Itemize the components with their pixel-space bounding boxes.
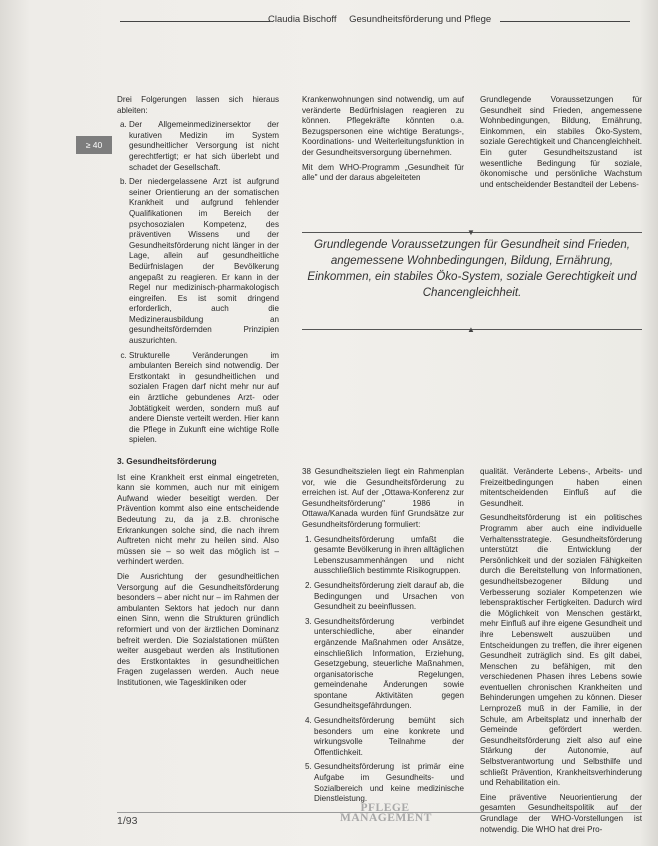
column-2-top bbox=[302, 95, 464, 188]
list-item: 4. Gesundheitsförderung bemüht sich besonders um eine konkrete und wirkungsvolle Teilnahme der Öffentlichkeit. bbox=[314, 716, 464, 758]
paragraph: qualität. Veränderte Lebens-, Arbeits- und Freizeitbedingungen haben einen mitentscheidenden Einfluß auf die Gesundheit. bbox=[480, 467, 642, 508]
header-rule bbox=[500, 21, 630, 22]
running-head-author: Claudia Bischoff bbox=[268, 14, 337, 25]
paragraph: 38 Gesundheitszielen liegt ein Rahmenplan vor, wie die Gesundheitsförderung zu erreichen ist. Auf der „Ottawa-Konferenz zur Gesundheitsförderung" 1986 in Ottawa/Kanada wurden fünf Grundsätze zur Gesundheitsförderung formuliert: bbox=[302, 467, 464, 529]
list-item: 2. Gesundheitsförderung zielt darauf ab, die Bedingungen und Ursachen von Gesundheit zu beeinflussen. bbox=[314, 581, 464, 613]
paragraph: Die Ausrichtung der gesundheitlichen Versorgung auf die Gesundheitsförderung besonders – aber nicht nur – im Rahmen der ambulanten Sektors hat jedoch nur dann einen Sinn, wenn die Strukturen gründlich reformiert und von der ärztlichen Dominanz befreit werden. Die Sozialstationen müßten weiter ausgebaut werden als Institutionen des Erstkontaktes in gesundheitlichen Fragen zugelassen werden. Auch neue Institutionen, wie Tageskliniken oder bbox=[117, 571, 279, 687]
page-tab-marker: ≥ 40 bbox=[76, 136, 112, 154]
header-rule bbox=[120, 21, 270, 22]
paragraph: Gesundheitsförderung ist ein politisches Programm aber auch eine individuelle Verhaltensstrategie. Gesundheitsförderung unterstützt die Entwicklung der Persönlichkeit und der sozialen Fähigkeiten durch die Bereitstellung von Informationen, gesundheitsbezogener Bildung und Verbesserung sozialer Kompetenzen wie lebenspraktischer Fertigkeiten. Dadurch wird die Möglichkeit von Menschen gestärkt, mehr Einfluß auf ihre eigene Gesundheit und ihre Lebenswelt auszuüben und Entscheidungen zu treffen, die ihrer eigenen Gesundheit zuträglich sind. Es gilt dabei, Menschen zu befähigen, mit den verschiedenen Phasen ihres Lebens sowie eventuellen chronischen Krankheiten und Behinderungen umgehen zu können. Dieser Lernprozeß muß in der Familie, in der Schule, am Arbeitsplatz und innerhalb der Gemeinde gefördert werden. Gesundheitsförderung zielt also auf eine Stärkung der Autonomie, auf Selbstverantwortung und Selbsthilfe und schließt Prävention, Krankheitsverhinderung und Rehabilitation ein. bbox=[480, 513, 642, 788]
running-head-title: Gesundheitsförderung und Pflege bbox=[349, 14, 492, 25]
column-2-bottom bbox=[302, 467, 464, 809]
column-3-top bbox=[480, 95, 642, 194]
list-item: 1. Gesundheitsförderung umfaßt die gesamte Bevölkerung in ihren alltäglichen Lebenszusammenhängen und nicht ausschließlich bestimmte Risikogruppen. bbox=[314, 535, 464, 577]
conclusions-list bbox=[117, 120, 279, 446]
paragraph: Eine präventive Neuorientierung der gesamten Gesundheitspolitik auf der Grundlage der WHO-Vorstellungen ist notwendig. Die WHO hat drei Pro- bbox=[480, 792, 642, 834]
list-item: b. Der niedergelassene Arzt ist aufgrund seiner Orientierung an der somatischen Krankheit und aufgrund fehlender Qualifikationen im Bereich der psychosozialen Kompetenz, des präventiven Wissens und der Gesundheitsförderung nicht länger in der Lage, allein auf gesundheitliche Bedürfnislagen der Bevölkerung angepaßt zu reagieren. Er kann in der Regel nur medizinisch-pharmakologisch eingreifen. Es ist somit dringend erforderlich, auch die Medizinerausbildung an gesundheitsfördernden Prinzipien auszurichten. bbox=[129, 177, 279, 347]
pull-quote-marker: ▼ bbox=[467, 228, 475, 237]
running-head bbox=[268, 14, 491, 25]
page-number: 1/93 bbox=[117, 815, 138, 827]
principles-list bbox=[302, 535, 464, 805]
pull-quote-marker: ▲ bbox=[467, 325, 475, 334]
col1-intro: Drei Folgerungen lassen sich hieraus ableiten: bbox=[117, 95, 279, 115]
paragraph: Grundlegende Voraussetzungen für Gesundheit sind Frieden, angemessene Wohnbedingungen, Bildung, Ernährung, Einkommen, ein stabiles Öko-System, soziale Gerechtigkeit und Chancengleichheit. Ein guter Gesundheitszustand ist wesentliche Bedingung für soziale, ökonomische und persönliche Wachstum und entscheidender Bestandteil der Lebens- bbox=[480, 95, 642, 189]
column-1 bbox=[117, 95, 279, 692]
paragraph: Krankenwohnungen sind notwendig, um auf veränderte Bedürfnislagen reagieren zu können. Pflegekräfte könnten o.a. Bezugspersonen eine wichtige Beratungs-, Koordinations- und Weiterleitungsfunktion in der Gesundheitsversorgung übernehmen. bbox=[302, 95, 464, 157]
list-item: 3. Gesundheitsförderung verbindet unterschiedliche, aber einander ergänzende Maßnahmen oder Ansätze, einschließlich Information, Erziehung, Gesetzgebung, steuerliche Maßnahmen, organisatorische Regelungen, gemeindenahe Änderungen sowie spontane Aktivitäten gegen Gesundheitsgefährdungen. bbox=[314, 617, 464, 712]
list-item: c. Strukturelle Veränderungen im ambulanten Bereich sind notwendig. Der Erstkontakt in gesundheitlichen und sozialen Fragen darf nicht mehr nur auf ein ärztliche gebundenes Arzt- oder Jobtätigkeit werden, sondern muß auf andere Dienste verteilt werden. Hier kann die Pflege in Zukunft eine wichtige Rolle spielen. bbox=[129, 351, 279, 446]
column-3-bottom bbox=[480, 467, 642, 839]
magazine-logo bbox=[340, 803, 430, 823]
list-item: a. Der Allgemeinmedizinersektor der kurativen Medizin im System gesundheitlicher Versorgung ist nicht gerechtfertigt; er hat sich überlebt und schadet der Gesellschaft. bbox=[129, 120, 279, 173]
list-item: 5. Gesundheitsförderung ist primär eine Aufgabe im Gesundheits- und Sozialbereich und keine medizinische Dienstleistung. bbox=[314, 762, 464, 804]
section-heading: 3. Gesundheitsförderung bbox=[117, 456, 217, 466]
logo-line: PFLEGE bbox=[360, 802, 410, 814]
paragraph: Mit dem WHO-Programm „Gesundheit für alle" und der daraus abgeleiteten bbox=[302, 162, 464, 183]
paragraph: Ist eine Krankheit erst einmal eingetreten, kann sie kommen, auch nur mit einigem Aufwand wieder beseitigt werden. Der Prävention kommt also eine entscheidende Bedeutung zu, da ja z.B. chronische Erkrankungen solche sind, die nach ihrem Auftreten nicht mehr zu heilen sind. Also müssen sie – so weit das möglich ist – verhindert werden. bbox=[117, 472, 279, 567]
logo-line: MANAGEMENT bbox=[340, 812, 432, 824]
pull-quote: Grundlegende Voraussetzungen für Gesundheit sind Frieden, angemessene Wohnbedingungen, Bildung, Ernährung, Einkommen, ein stabiles Öko-System, soziale Gerechtigkeit und Chancengleichheit. bbox=[307, 238, 637, 299]
